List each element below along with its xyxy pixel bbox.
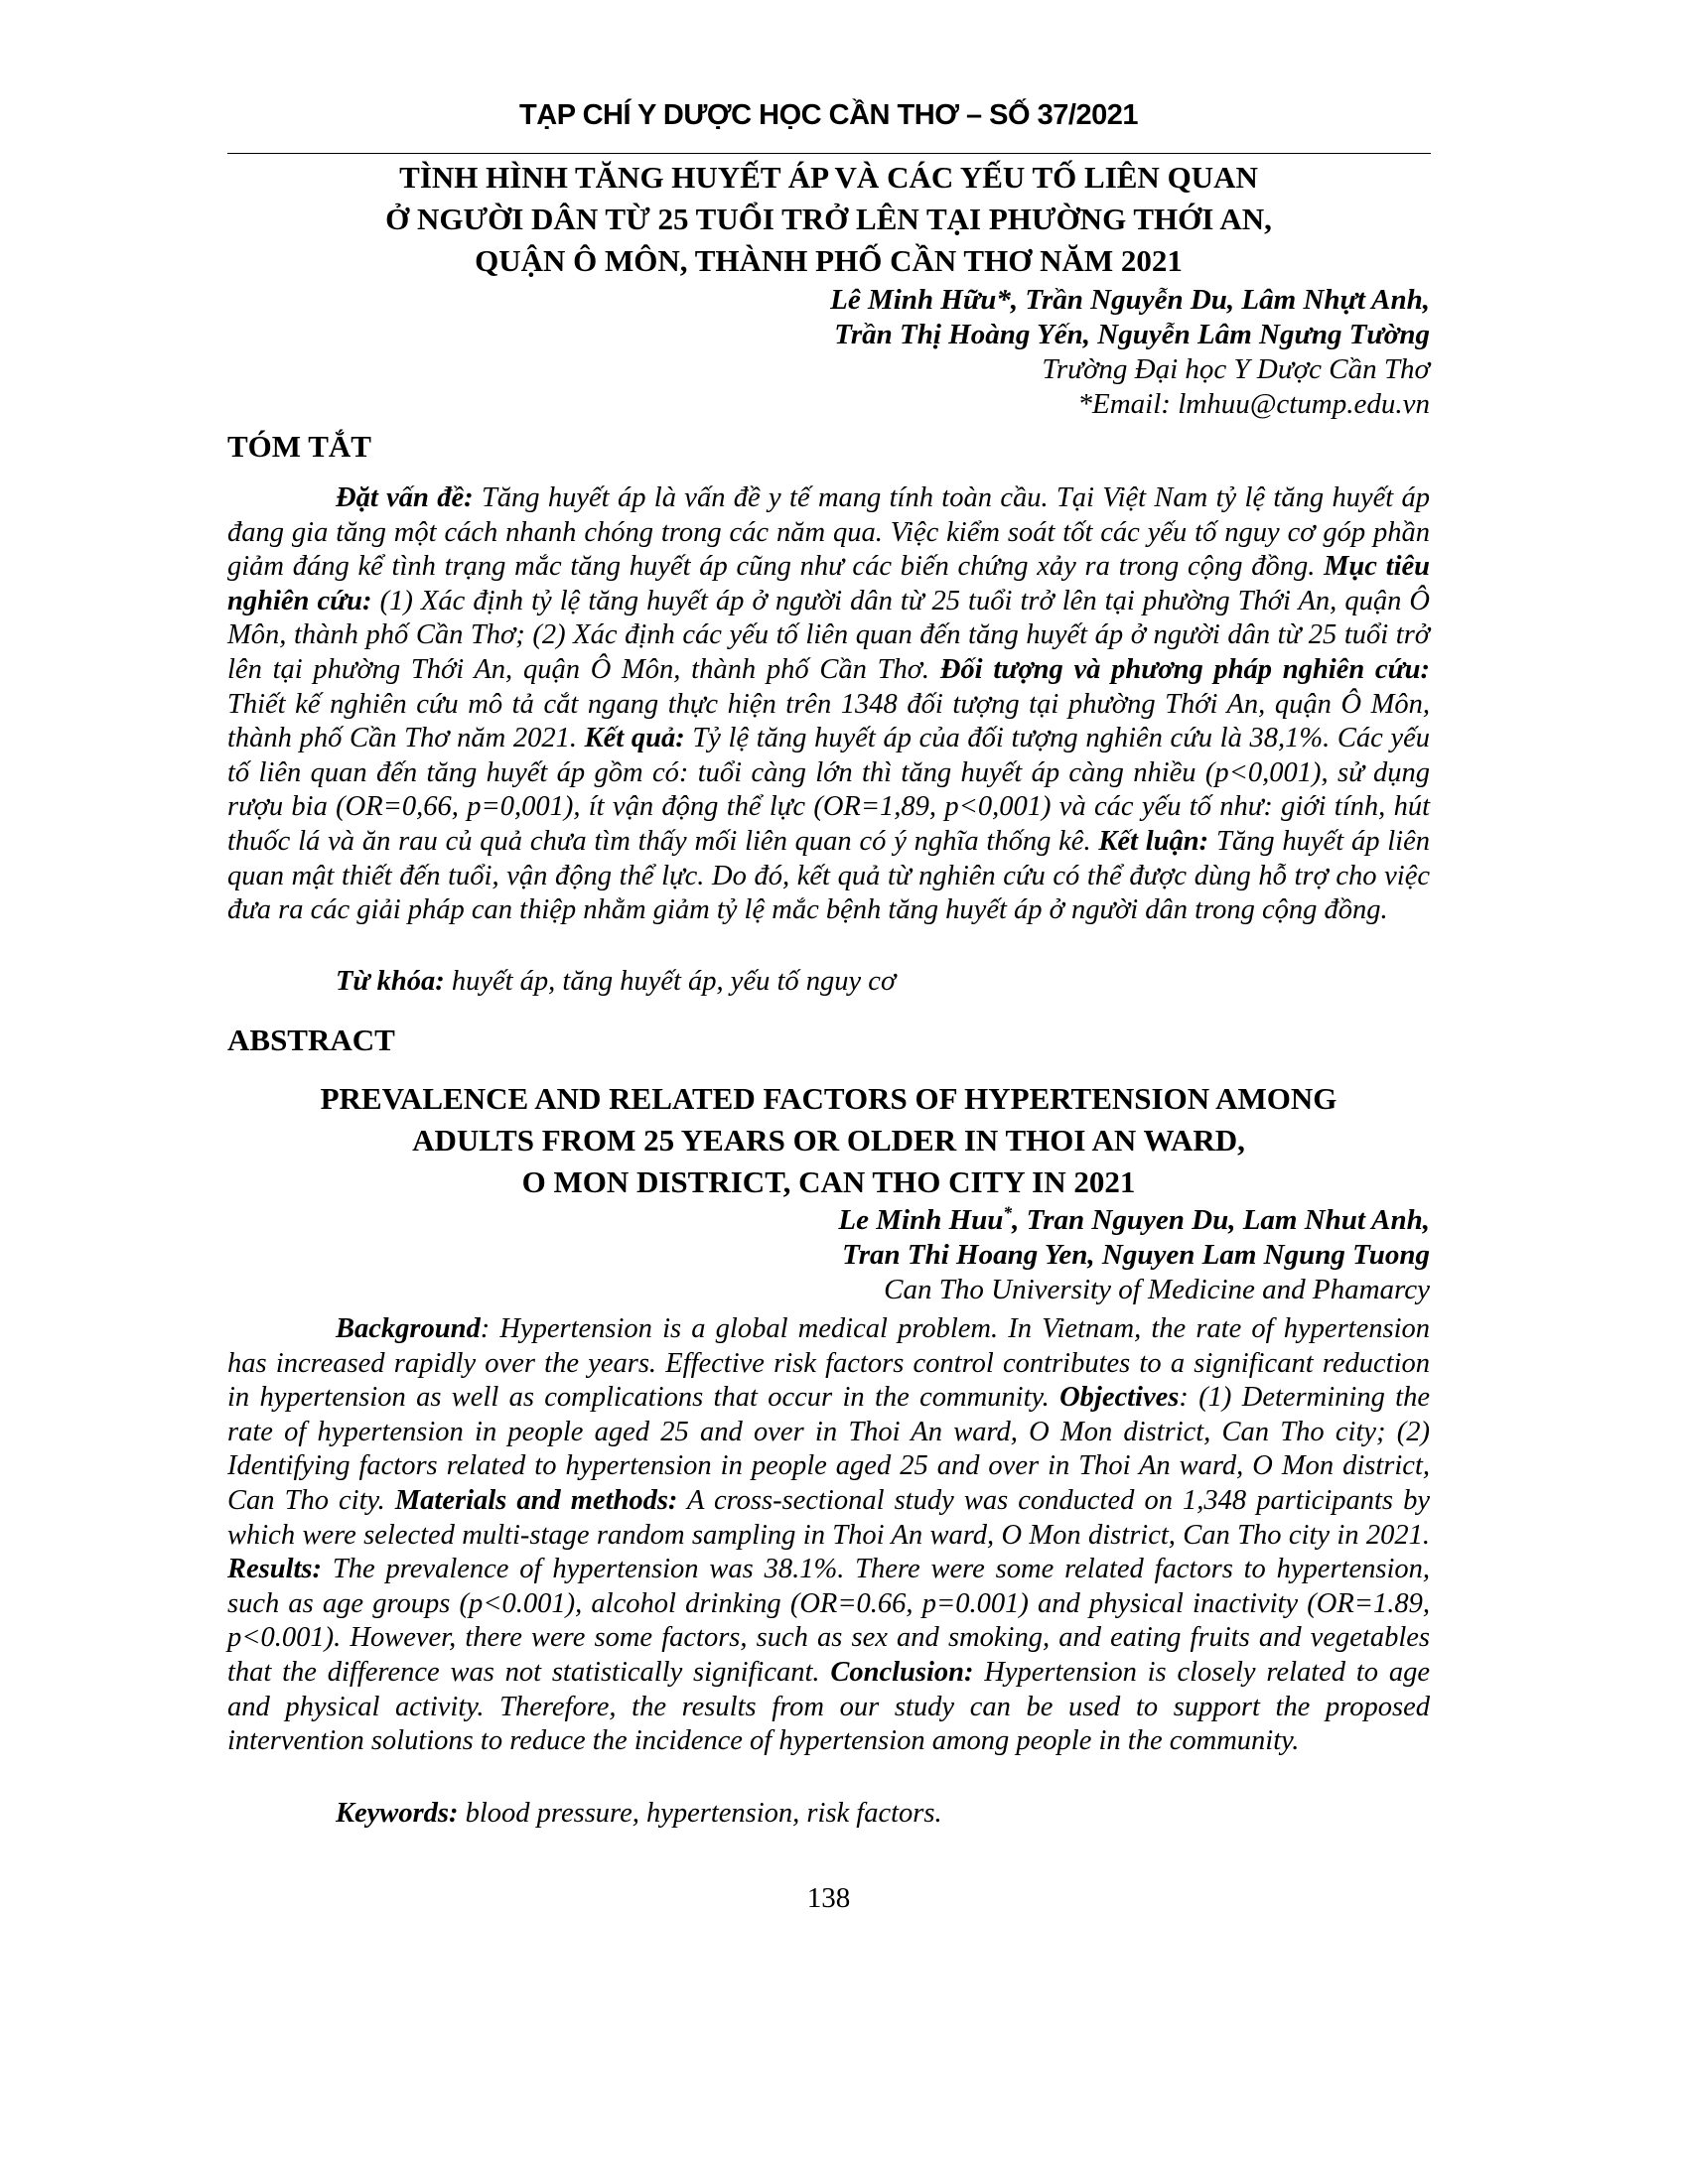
abstract-label: Đặt vấn đề:: [336, 482, 474, 513]
abstract-label: Materials and methods:: [394, 1484, 678, 1516]
author-names: , Tran Nguyen Du, Lam Nhut Anh,: [1012, 1204, 1430, 1236]
section-heading-tom-tat: TÓM TẮT: [227, 429, 371, 464]
keywords-label: Keywords:: [336, 1798, 459, 1829]
abstract-label: Objectives: [1059, 1382, 1180, 1414]
author-line: [227, 1203, 1430, 1238]
english-abstract: [227, 1312, 1430, 1759]
abstract-text: (1) Xác định tỷ lệ tăng huyết áp ở người dân từ 25 tuổi trở lên tại phường Thới An, quận Ô Môn, thành phố Cần Thơ; (2) Xác định các yếu tố liên quan đến tăng huyết áp ở người dân từ 25 tuổi trở lên tại phường Thới An, quận Ô Môn, thành phố Cần Thơ.: [227, 585, 1431, 685]
email: *Email: lmhuu@ctump.edu.vn: [1077, 388, 1430, 420]
keywords-text: blood pressure, hypertension, risk factors.: [458, 1798, 942, 1829]
title-line: ADULTS FROM 25 YEARS OR OLDER IN THOI AN WARD,: [412, 1123, 1245, 1158]
abstract-text: Hypertension is closely related to age and physical activity. Therefore, the results from our study can be used to support the proposed intervention solutions to reduce the incidence of hypertension among people in the community.: [227, 1656, 1430, 1757]
abstract-label: Background: [336, 1313, 481, 1344]
header-divider: [227, 153, 1431, 154]
author-line: Trần Thị Hoàng Yến, Nguyễn Lâm Ngưng Tường: [834, 319, 1430, 350]
abstract-text: A cross-sectional study was conducted on 1,348 participants by which were selected multi-stage random sampling in Thoi An ward, O Mon district, Can Tho city in 2021.: [227, 1484, 1430, 1551]
abstract-text: Thiết kế nghiên cứu mô tả cắt ngang thực hiện trên 1348 đối tượng tại phường Thới An, quận Ô Môn, thành phố Cần Thơ năm 2021.: [227, 688, 1430, 754]
keywords-text: huyết áp, tăng huyết áp, yếu tố nguy cơ: [444, 966, 897, 997]
title-line: QUẬN Ô MÔN, THÀNH PHỐ CẦN THƠ NĂM 2021: [475, 243, 1183, 278]
abstract-label: Results:: [227, 1554, 323, 1585]
corresponding-mark: *: [1003, 1202, 1013, 1223]
affiliation: Trường Đại học Y Dược Cần Thơ: [1042, 353, 1430, 385]
section-heading-abstract: ABSTRACT: [227, 1023, 395, 1057]
title-line: Ở NGƯỜI DÂN TỪ 25 TUỔI TRỞ LÊN TẠI PHƯỜNG THỚI AN,: [385, 202, 1272, 236]
title-line: TÌNH HÌNH TĂNG HUYẾT ÁP VÀ CÁC YẾU TỐ LIÊN QUAN: [399, 160, 1258, 195]
vietnamese-keywords: [227, 965, 1538, 1000]
abstract-label: Conclusion:: [830, 1656, 974, 1688]
affiliation: Can Tho University of Medicine and Phamarcy: [884, 1274, 1430, 1305]
abstract-text: The prevalence of hypertension was 38.1%. There were some related factors to hypertension, such as age groups (p<0.001), alcohol drinking (OR=0.66, p=0.001) and physical inactivity (OR=1.89, p<0.001). However, there were some factors, such as sex and smoking, and eating fruits and vegetables that the difference was not statistically significant.: [227, 1554, 1430, 1688]
abstract-label: Đối tượng và phương pháp nghiên cứu:: [939, 653, 1430, 685]
author-name: Le Minh Huu: [838, 1204, 1004, 1236]
abstract-label: Kết luận:: [1098, 825, 1209, 857]
keywords-label: Từ khóa:: [336, 966, 445, 997]
english-keywords: [227, 1797, 1538, 1832]
abstract-text: : Hypertension is a global medical problem. In Vietnam, the rate of hypertension has increased rapidly over the years. Effective risk factors control contributes to a significant reduction in hypertension as well as complications that occur in the community.: [227, 1313, 1430, 1414]
author-line: Lê Minh Hữu*, Trần Nguyễn Du, Lâm Nhựt Anh,: [830, 284, 1430, 316]
english-title: [227, 1078, 1430, 1203]
abstract-text: Tăng huyết áp là vấn đề y tế mang tính toàn cầu. Tại Việt Nam tỷ lệ tăng huyết áp đang gia tăng một cách nhanh chóng trong các năm qua. Việc kiểm soát tốt các yếu tố nguy cơ góp phần giảm đáng kể tình trạng mắc tăng huyết áp cũng như các biến chứng xảy ra trong cộng đồng.: [227, 482, 1431, 583]
title-line: O MON DISTRICT, CAN THO CITY IN 2021: [521, 1164, 1136, 1199]
abstract-text: Tỷ lệ tăng huyết áp của đối tượng nghiên cứu là 38,1%. Các yếu tố liên quan đến tăng huyết áp gồm có: tuổi càng lớn thì tăng huyết áp càng nhiều (p<0,001), sử dụng rượu bia (OR=0,66, p=0,001), ít vận động thể lực (OR=1,89, p<0,001) và các yếu tố như: giới tính, hút thuốc lá và ăn rau củ quả chưa tìm thấy mối liên quan có ý nghĩa thống kê.: [227, 723, 1430, 857]
vietnamese-title: [227, 157, 1430, 282]
author-line: Tran Thi Hoang Yen, Nguyen Lam Ngung Tuong: [842, 1239, 1430, 1271]
abstract-text: : (1) Determining the rate of hypertension in people aged 25 and over in Thoi An ward, O Mon district, Can Tho city; (2) Identifying factors related to hypertension in people aged 25 and over in Thoi An ward, O Mon district, Can Tho city.: [227, 1382, 1430, 1516]
vietnamese-authors: [227, 283, 1430, 422]
page-number: 138: [806, 1882, 851, 1914]
abstract-text: Tăng huyết áp liên quan mật thiết đến tuổi, vận động thể lực. Do đó, kết quả từ nghiên cứu có thể được dùng hỗ trợ cho việc đưa ra các giải pháp can thiệp nhằm giảm tỷ lệ mắc bệnh tăng huyết áp ở người dân trong cộng đồng.: [227, 825, 1430, 926]
title-line: PREVALENCE AND RELATED FACTORS OF HYPERTENSION AMONG: [320, 1081, 1337, 1116]
journal-header: TẠP CHÍ Y DƯỢC HỌC CẦN THƠ – SỐ 37/2021: [519, 99, 1138, 131]
english-authors: [227, 1203, 1430, 1307]
vietnamese-abstract: [227, 481, 1430, 928]
abstract-label: Mục tiêu nghiên cứu:: [227, 551, 1430, 616]
abstract-label: Kết quả:: [584, 723, 685, 754]
